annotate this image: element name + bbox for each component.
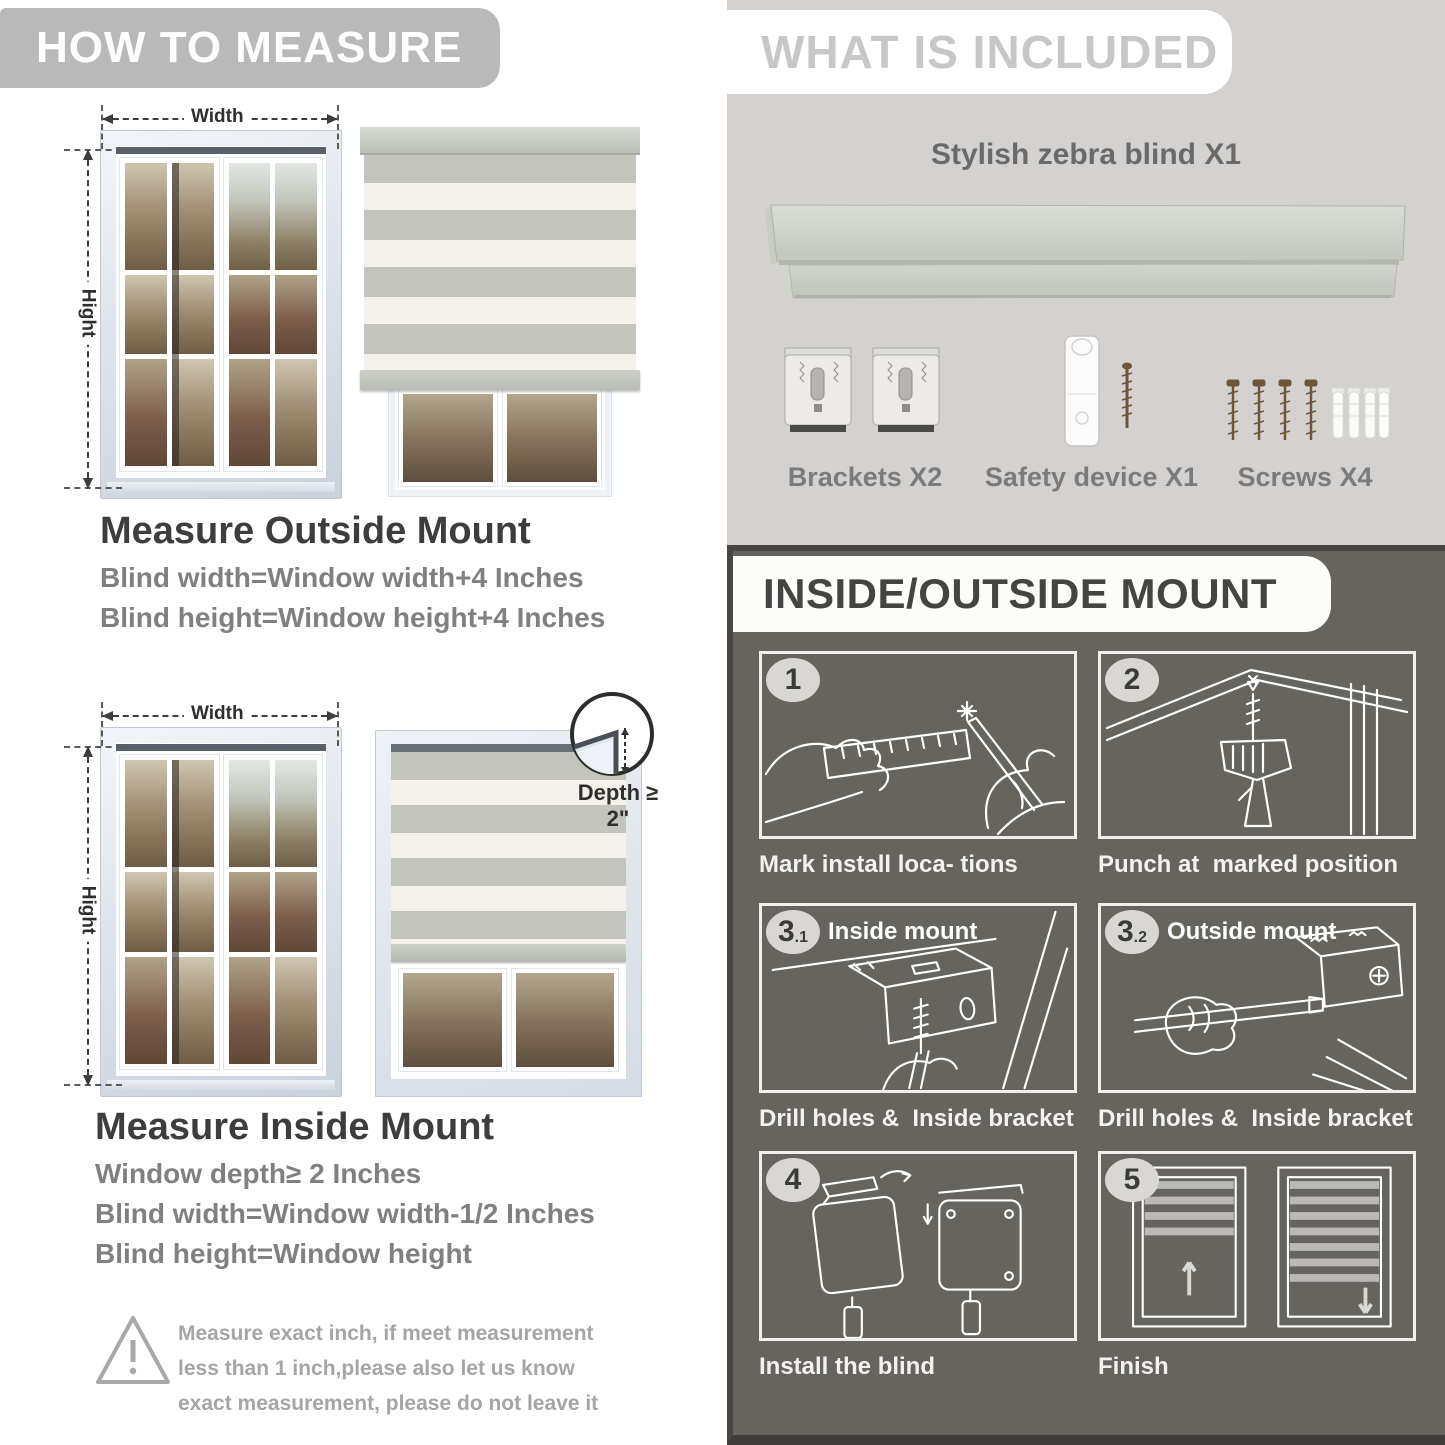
blind-bottom-rail bbox=[360, 370, 640, 390]
step-number: 2 bbox=[1123, 663, 1141, 696]
screws-label: Screws X4 bbox=[1237, 462, 1373, 492]
width-guide-left bbox=[101, 105, 103, 149]
step-2-tile bbox=[1098, 651, 1416, 839]
step-subnumber: .1 bbox=[794, 929, 809, 946]
window-pane bbox=[125, 760, 167, 867]
how-to-measure-title: HOW TO MEASURE bbox=[36, 23, 463, 72]
window-pane bbox=[125, 275, 167, 355]
step-number: 4 bbox=[784, 1163, 802, 1196]
zebra-blind-outside-figure bbox=[360, 127, 640, 497]
height-dimension-label: Hight bbox=[76, 282, 98, 345]
window-sashes bbox=[120, 158, 322, 471]
outside-mount-line2: Blind height=Window height+4 Inches bbox=[100, 602, 606, 633]
window-pane bbox=[399, 390, 497, 486]
depth-label: Depth ≥ 2" bbox=[577, 780, 659, 831]
blind-striped-fabric bbox=[364, 153, 636, 370]
window-top-shade bbox=[116, 744, 326, 751]
step-number: 5 bbox=[1123, 1163, 1141, 1196]
window-sash-left bbox=[120, 158, 219, 471]
window-sill bbox=[107, 482, 335, 492]
depth-magnifier bbox=[568, 690, 656, 778]
window-sashes bbox=[120, 755, 322, 1069]
blind-cassette bbox=[360, 127, 640, 153]
width-guide-right bbox=[337, 702, 339, 746]
outside-mount-line1: Blind width=Window width+4 Inches bbox=[100, 562, 584, 593]
step-4-badge bbox=[766, 1158, 820, 1202]
window-pane bbox=[172, 275, 214, 355]
outside-mount-title: Measure Outside Mount bbox=[100, 510, 531, 552]
step-3-2-title: Outside mount bbox=[1167, 918, 1337, 945]
window-pane bbox=[229, 163, 271, 270]
blind-bottom-rail bbox=[391, 944, 626, 961]
step-3-1-caption: Drill holes & Inside bracket bbox=[759, 1105, 1074, 1132]
step-4-tile bbox=[759, 1151, 1077, 1341]
window-pane bbox=[229, 760, 271, 867]
step-1-tile bbox=[759, 651, 1077, 839]
window-pane bbox=[229, 359, 271, 466]
window-pane bbox=[399, 969, 506, 1071]
what-is-included-header bbox=[727, 10, 1232, 94]
window-sash-right bbox=[224, 755, 323, 1069]
warning-text: Measure exact inch, if meet measurement less than 1 inch,please also let us know exact measurement, please do not leave it bbox=[178, 1322, 599, 1415]
what-is-included-panel bbox=[727, 0, 1445, 1445]
width-guide-right bbox=[337, 105, 339, 149]
step-2-caption: Punch at marked position bbox=[1098, 851, 1399, 878]
step-3-2-tile bbox=[1098, 903, 1416, 1093]
inside-mount-line3: Blind height=Window height bbox=[95, 1238, 472, 1269]
window-pane bbox=[229, 275, 271, 355]
mount-section-title: INSIDE/OUTSIDE MOUNT bbox=[763, 570, 1278, 617]
height-dimension-label: Hight bbox=[76, 879, 98, 942]
window-pane bbox=[275, 359, 317, 466]
width-dimension-label: Width bbox=[184, 703, 251, 725]
window-pane bbox=[275, 163, 317, 270]
step-number: 3 bbox=[777, 915, 795, 948]
step-5-caption: Finish bbox=[1098, 1353, 1169, 1380]
step-3-1-badge bbox=[766, 910, 820, 954]
step-2-badge bbox=[1105, 658, 1159, 702]
window-pane bbox=[125, 872, 167, 952]
safety-device-image bbox=[1057, 332, 1152, 452]
inside-mount-line2: Blind width=Window width-1/2 Inches bbox=[95, 1198, 595, 1229]
window-behind-blind bbox=[391, 961, 626, 1079]
width-dimension-label: Width bbox=[184, 106, 251, 128]
window-pane bbox=[503, 390, 601, 486]
inside-mount-window-photo bbox=[100, 727, 342, 1097]
step-3-2-badge bbox=[1105, 910, 1159, 954]
step-5-tile bbox=[1098, 1151, 1416, 1341]
window-pane bbox=[125, 359, 167, 466]
height-guide-top bbox=[64, 149, 122, 151]
step-number: 1 bbox=[784, 663, 802, 696]
height-guide-bottom bbox=[64, 1084, 122, 1086]
inside-outside-mount-panel bbox=[727, 545, 1445, 1445]
step-1-caption: Mark install loca- tions bbox=[759, 851, 1018, 878]
step-5-badge bbox=[1105, 1158, 1159, 1202]
step-4-caption: Install the blind bbox=[759, 1353, 936, 1380]
screws-image bbox=[1225, 378, 1390, 448]
width-guide-left bbox=[101, 702, 103, 746]
window-pane bbox=[172, 359, 214, 466]
zebra-blind-cassette-image bbox=[757, 196, 1417, 328]
window-behind-blind bbox=[388, 379, 612, 497]
step-subnumber: .2 bbox=[1133, 929, 1148, 946]
window-pane bbox=[229, 872, 271, 952]
step-3-2-caption: Drill holes & Inside bracket bbox=[1098, 1105, 1413, 1132]
how-to-measure-header bbox=[0, 8, 500, 88]
window-pane bbox=[125, 163, 167, 270]
step-3-1-title: Inside mount bbox=[828, 918, 978, 945]
window-sash-left bbox=[120, 755, 219, 1069]
window-pane bbox=[275, 760, 317, 867]
height-guide-bottom bbox=[64, 487, 122, 489]
brackets-label: Brackets X2 bbox=[787, 462, 943, 492]
window-sash-right bbox=[224, 158, 323, 471]
inside-mount-line1: Window depth≥ 2 Inches bbox=[95, 1158, 422, 1189]
product-title: Stylish zebra blind X1 bbox=[930, 138, 1242, 171]
brackets-image bbox=[782, 342, 942, 442]
step-number: 3 bbox=[1116, 915, 1134, 948]
inside-mount-title: Measure Inside Mount bbox=[95, 1106, 495, 1148]
window-pane bbox=[172, 163, 214, 270]
window-pane bbox=[229, 957, 271, 1064]
window-pane bbox=[172, 760, 214, 867]
window-pane bbox=[172, 872, 214, 952]
height-guide-top bbox=[64, 746, 122, 748]
safety-device-label: Safety device X1 bbox=[984, 462, 1199, 492]
what-is-included-title: WHAT IS INCLUDED bbox=[761, 26, 1219, 78]
window-pane bbox=[275, 872, 317, 952]
window-top-shade bbox=[116, 147, 326, 154]
window-pane bbox=[275, 957, 317, 1064]
window-pane bbox=[512, 969, 619, 1071]
outside-mount-window-photo bbox=[100, 130, 342, 499]
step-1-badge bbox=[766, 658, 820, 702]
step-3-1-tile bbox=[759, 903, 1077, 1093]
window-pane bbox=[125, 957, 167, 1064]
window-pane bbox=[172, 957, 214, 1064]
mount-section-header bbox=[733, 556, 1331, 632]
warning-icon bbox=[90, 1310, 176, 1392]
window-sill bbox=[107, 1080, 335, 1090]
window-pane bbox=[275, 275, 317, 355]
